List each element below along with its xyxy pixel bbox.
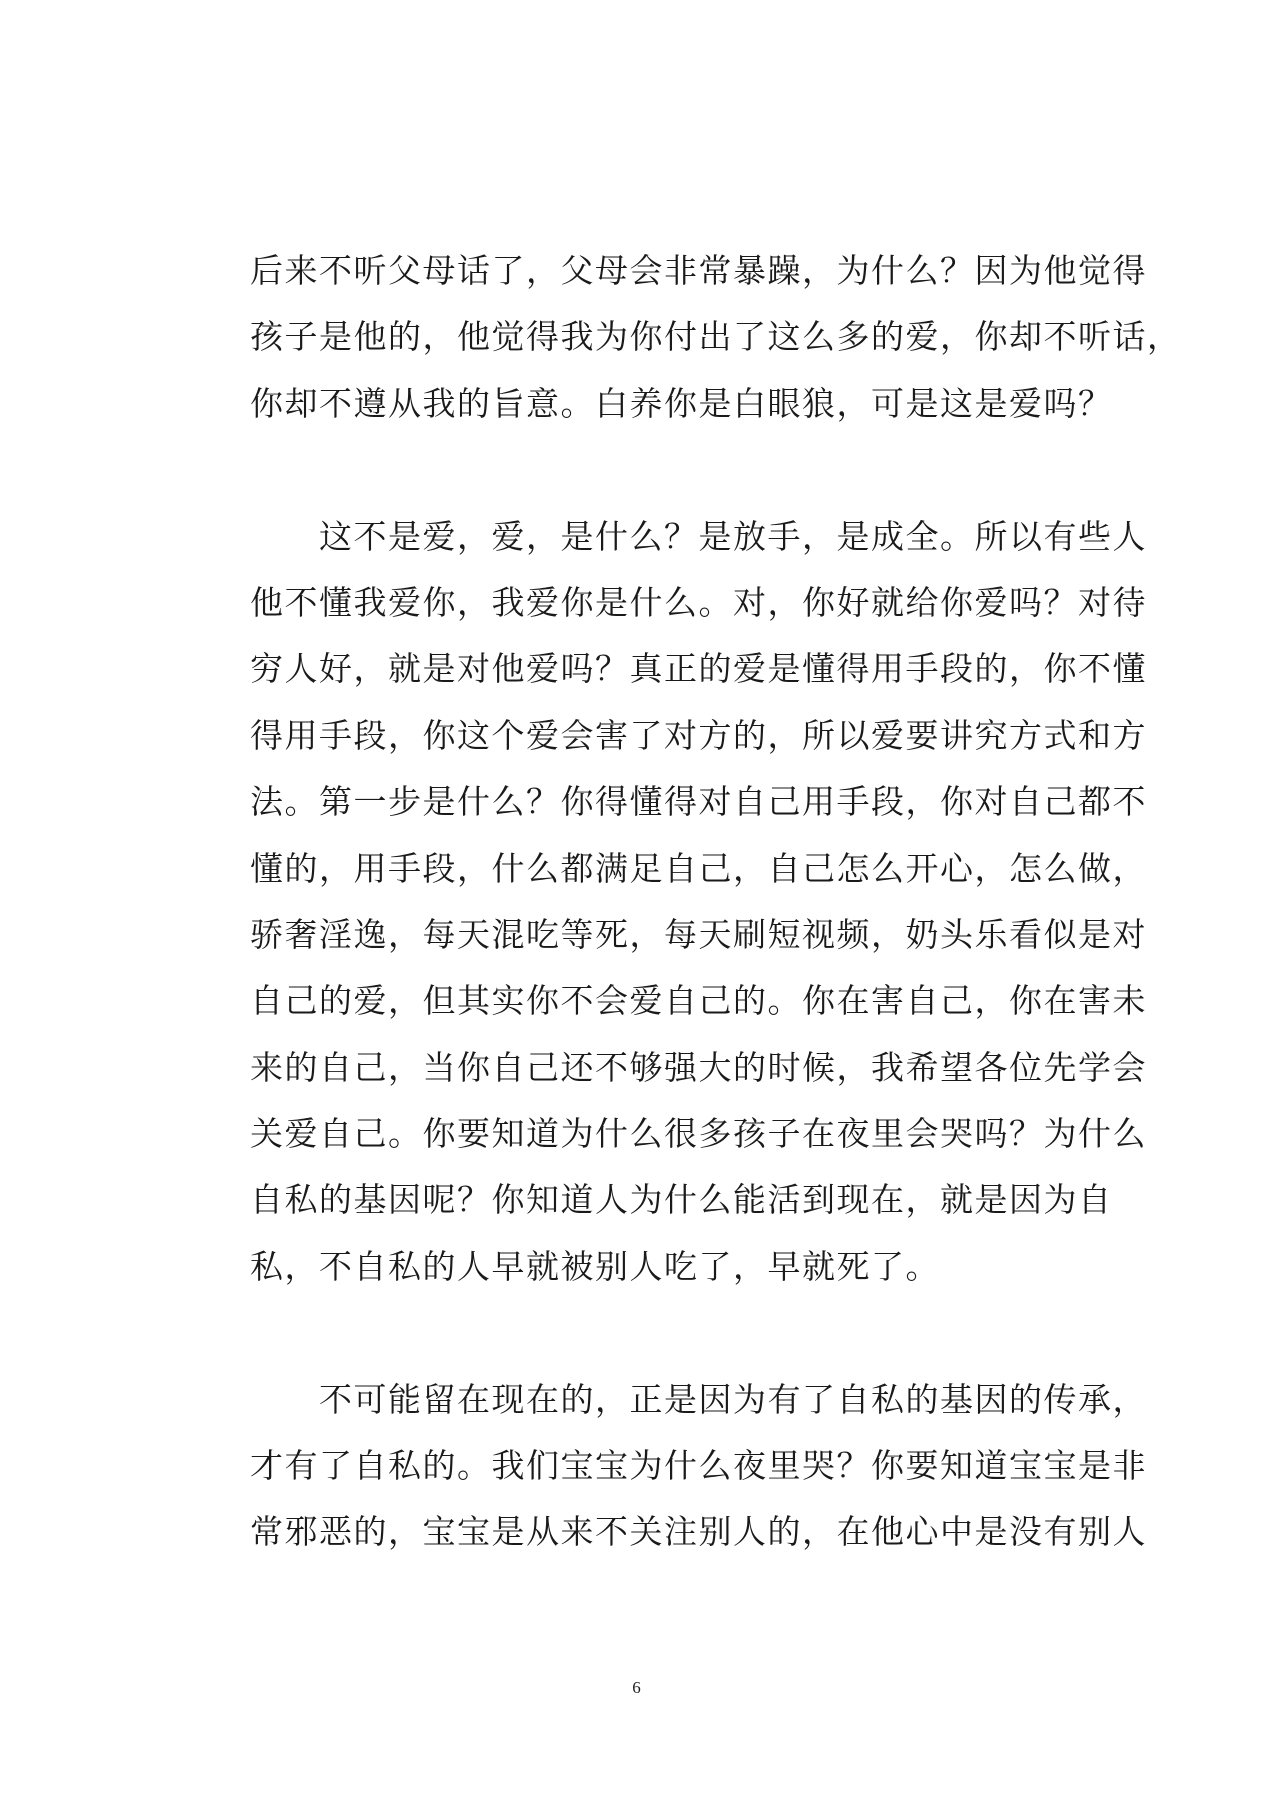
- paragraph-1: [250, 238, 1182, 437]
- text-line: 这不是爱，爱，是什么？是放手，是成全。所以有些人: [250, 516, 1147, 556]
- text-line: 自己的爱，但其实你不会爱自己的。你在害自己，你在害未: [250, 981, 1147, 1021]
- text-line: 后来不听父母话了，父母会非常暴躁，为什么？因为他觉得: [250, 251, 1147, 290]
- text-line: 自私的基因呢？你知道人为什么能活到现在，就是因为自: [250, 1180, 1113, 1220]
- text-line: 你却不遵从我的旨意。白养你是白眼狼，可是这是爱吗？: [250, 383, 1113, 423]
- page-number: 6: [632, 1678, 641, 1697]
- text-line: 骄奢淫逸，每天混吃等死，每天刷短视频，奶头乐看似是对: [250, 914, 1147, 954]
- paragraph-gap: [250, 437, 1030, 503]
- text-line: 得用手段，你这个爱会害了对方的，所以爱要讲究方式和方: [250, 715, 1147, 755]
- text-line: 懂的，用手段，什么都满足自己，自己怎么开心，怎么做，: [250, 848, 1147, 888]
- text-line: 私，不自私的人早就被别人吃了，早就死了。: [250, 1246, 940, 1286]
- text-line: 不可能留在现在的，正是因为有了自私的基因的传承，: [250, 1379, 1147, 1419]
- text-line: 关爱自己。你要知道为什么很多孩子在夜里会哭吗？为什么: [250, 1114, 1147, 1154]
- paragraph-3: [250, 1367, 1147, 1566]
- text-line: 他不懂我爱你，我爱你是什么。对，你好就给你爱吗？对待: [250, 582, 1147, 622]
- text-line: 才有了自私的。我们宝宝为什么夜里哭？你要知道宝宝是非: [250, 1446, 1147, 1486]
- text-line: 来的自己，当你自己还不够强大的时候，我希望各位先学会: [250, 1047, 1147, 1087]
- text-line: 孩子是他的，他觉得我为你付出了这么多的爱，你却不听话，: [250, 317, 1182, 357]
- paragraph-2: [250, 504, 1147, 1301]
- body-text: [250, 238, 1182, 1566]
- paragraph-gap: [250, 1300, 1030, 1366]
- text-line: 法。第一步是什么？你得懂得对自己用手段，你对自己都不: [250, 782, 1147, 822]
- text-line: 常邪恶的，宝宝是从来不关注别人的，在他心中是没有别人: [250, 1512, 1147, 1552]
- text-line: 穷人好，就是对他爱吗？真正的爱是懂得用手段的，你不懂: [250, 649, 1147, 689]
